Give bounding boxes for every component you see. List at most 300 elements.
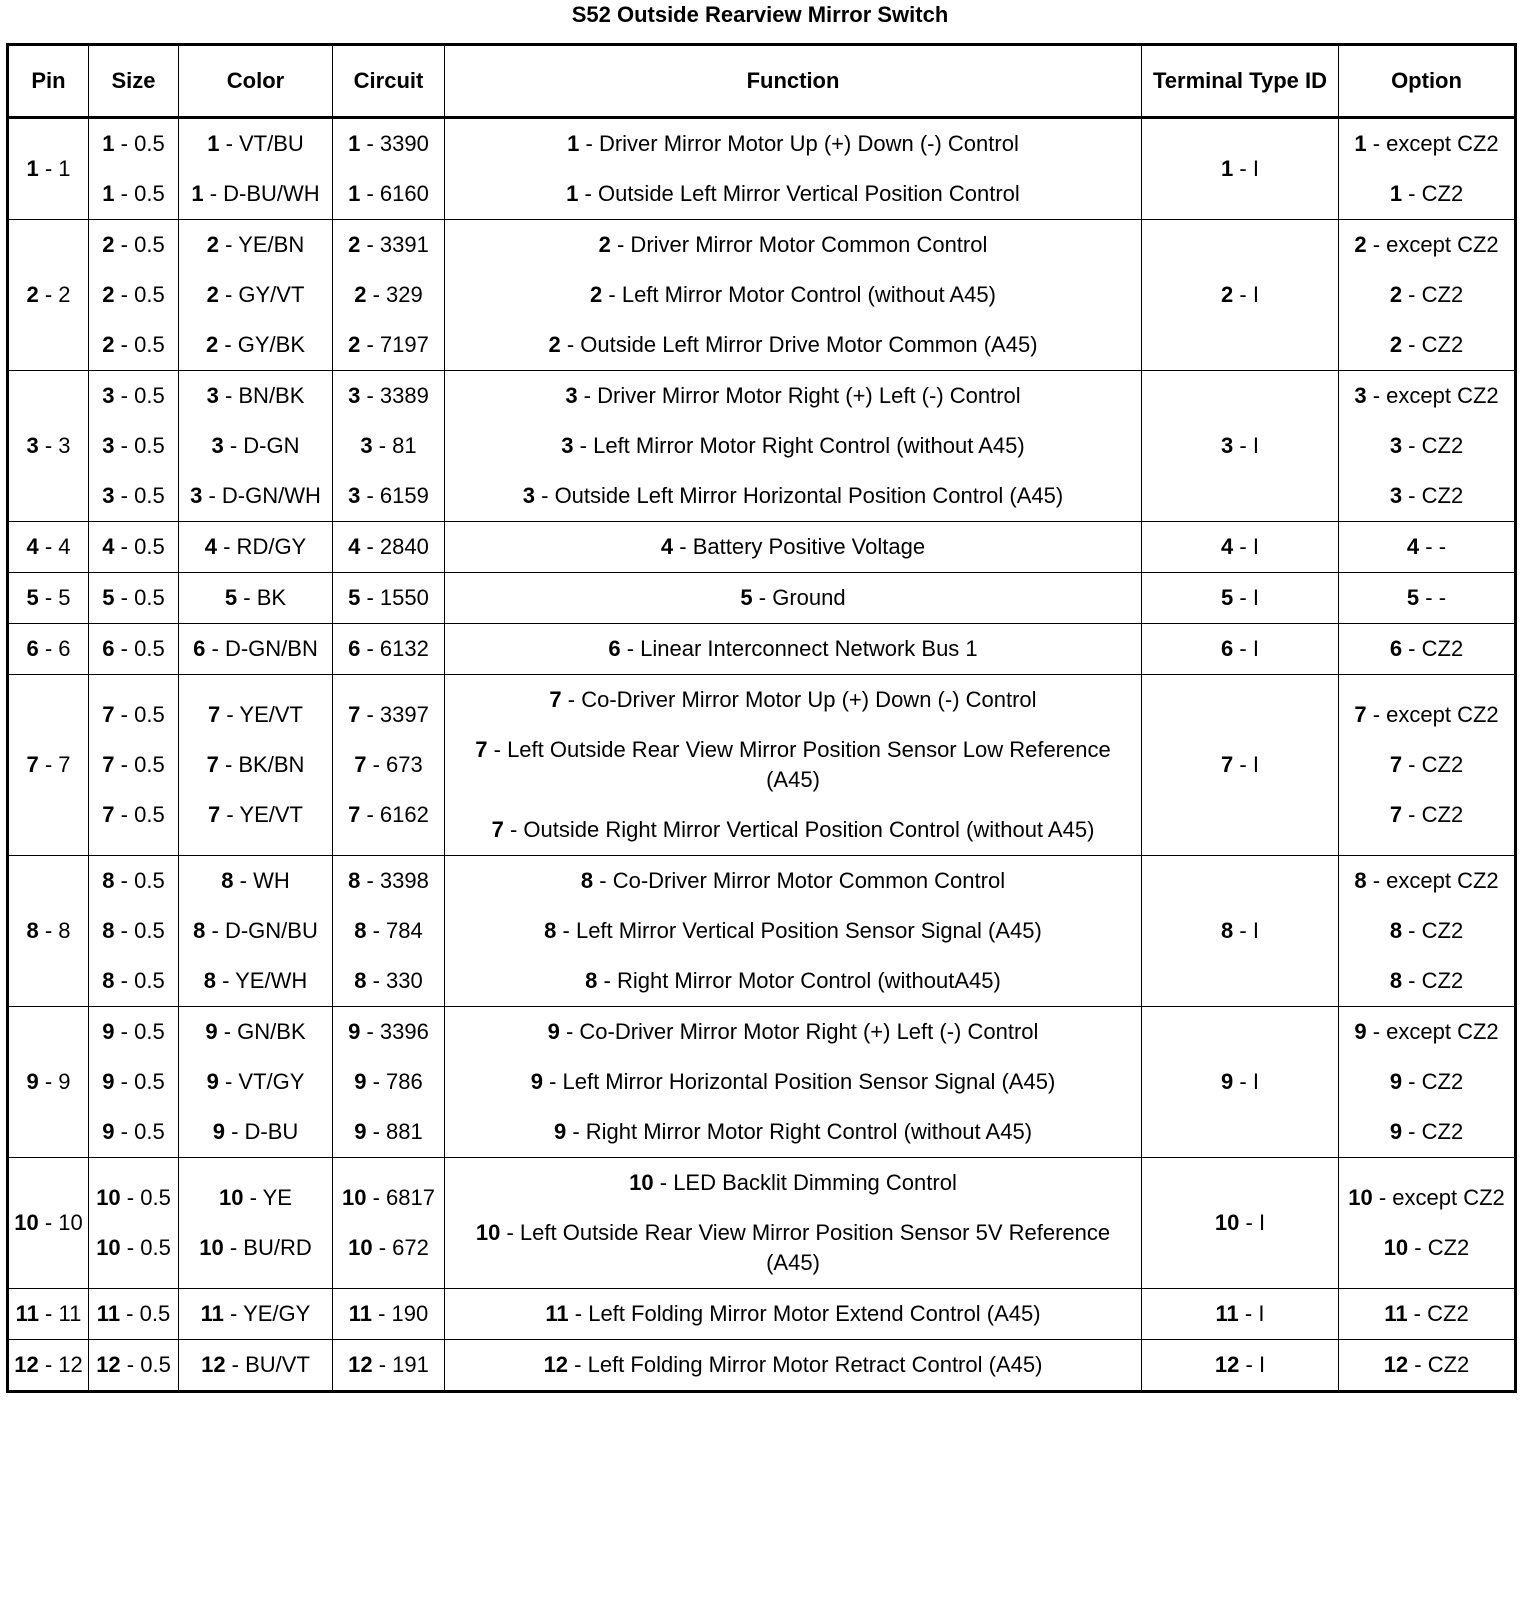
function-entry-number: 9 — [547, 1019, 560, 1044]
circuit-cell — [333, 220, 445, 371]
function-entry-value: - Battery Positive Voltage — [673, 534, 926, 559]
function-entry-number: 9 — [530, 1069, 543, 1094]
pin-entry-value: - 8 — [38, 918, 71, 943]
pin-entry-value: - 7 — [38, 752, 71, 777]
option-entry — [1342, 624, 1511, 674]
pin-cell — [8, 1340, 89, 1392]
table-row — [8, 220, 1516, 371]
table-row — [8, 624, 1516, 675]
pin-entry-number: 2 — [26, 282, 39, 307]
color-entry-number: 1 — [191, 181, 204, 206]
option-cell — [1339, 624, 1516, 675]
circuit-entry-number: 3 — [348, 483, 361, 508]
table-row — [8, 371, 1516, 522]
circuit-entry-number: 9 — [354, 1069, 367, 1094]
terminal-entry-number: 10 — [1214, 1210, 1240, 1235]
size-cell — [89, 118, 179, 220]
option-entry-value: - CZ2 — [1407, 1301, 1469, 1326]
option-entry-value: - except CZ2 — [1366, 1019, 1499, 1044]
size-entry-number: 3 — [102, 383, 115, 408]
color-entry-number: 2 — [206, 282, 219, 307]
pin-entry-number: 8 — [26, 918, 39, 943]
color-entry — [182, 1057, 329, 1107]
color-entry-value: - BK/BN — [218, 752, 305, 777]
color-entry-value: - YE/BN — [219, 232, 305, 257]
option-entry-value: - except CZ2 — [1366, 383, 1499, 408]
terminal-entry-value: - I — [1233, 585, 1259, 610]
size-entry-value: - 0.5 — [120, 1185, 171, 1210]
terminal-entry — [1145, 740, 1335, 790]
table-row — [8, 1289, 1516, 1340]
function-entry — [448, 1057, 1138, 1107]
pin-entry — [12, 144, 85, 194]
option-entry-number: 7 — [1354, 702, 1367, 727]
color-entry-number: 12 — [201, 1352, 226, 1377]
size-entry-value: - 0.5 — [120, 1352, 171, 1377]
option-entry-number: 10 — [1348, 1185, 1373, 1210]
pin-entry-value: - 10 — [38, 1210, 83, 1235]
function-entry — [448, 421, 1138, 471]
function-entry-number: 3 — [561, 433, 574, 458]
color-entry — [182, 471, 329, 521]
function-entry-number: 12 — [543, 1352, 569, 1377]
size-entry-value: - 0.5 — [114, 282, 165, 307]
size-entry — [92, 119, 175, 169]
circuit-entry-value: - 6162 — [360, 802, 429, 827]
size-entry-number: 9 — [102, 1019, 115, 1044]
function-entry-value: - Left Mirror Motor Right Control (without A45) — [573, 433, 1025, 458]
table-row — [8, 675, 1516, 856]
function-entry-value: - Co-Driver Mirror Motor Up (+) Down (-) Control — [561, 687, 1037, 712]
option-entry-value: - except CZ2 — [1372, 1185, 1505, 1210]
circuit-entry-value: - 3398 — [360, 868, 429, 893]
pin-cell — [8, 522, 89, 573]
color-entry-number: 8 — [221, 868, 234, 893]
color-entry-number: 9 — [212, 1119, 225, 1144]
option-entry — [1342, 690, 1511, 740]
pin-cell — [8, 1289, 89, 1340]
color-entry-number: 9 — [205, 1019, 218, 1044]
size-cell — [89, 856, 179, 1007]
function-entry-value: - Outside Right Mirror Vertical Position Control (without A45) — [503, 817, 1095, 842]
size-entry-value: - 0.5 — [114, 868, 165, 893]
pin-entry-number: 6 — [26, 636, 39, 661]
size-entry-value: - 0.5 — [114, 483, 165, 508]
option-entry-number: 10 — [1383, 1235, 1409, 1260]
size-entry-number: 3 — [102, 483, 115, 508]
option-entry-value: - CZ2 — [1408, 1352, 1470, 1377]
circuit-cell — [333, 522, 445, 573]
function-entry-value: - Right Mirror Motor Right Control (without A45) — [566, 1119, 1033, 1144]
size-entry-number: 11 — [96, 1301, 121, 1326]
circuit-entry — [336, 522, 441, 572]
option-entry — [1342, 371, 1511, 421]
option-entry-number: 11 — [1384, 1301, 1408, 1326]
size-entry — [92, 1007, 175, 1057]
size-entry-number: 5 — [102, 585, 115, 610]
option-entry-number: 2 — [1389, 282, 1403, 307]
color-entry — [182, 320, 329, 370]
color-entry-number: 11 — [200, 1301, 224, 1326]
circuit-entry — [336, 1007, 441, 1057]
color-cell — [179, 371, 333, 522]
size-entry — [92, 169, 175, 219]
size-entry-number: 7 — [102, 752, 115, 777]
circuit-entry — [336, 169, 441, 219]
size-entry — [92, 1289, 175, 1339]
size-entry — [92, 471, 175, 521]
size-entry-number: 1 — [102, 131, 115, 156]
circuit-entry-value: - 329 — [366, 282, 423, 307]
size-entry — [92, 1340, 175, 1390]
function-entry-number: 8 — [580, 868, 594, 893]
circuit-entry-number: 11 — [348, 1301, 372, 1326]
circuit-entry-value: - 190 — [372, 1301, 429, 1326]
circuit-entry — [336, 1107, 441, 1157]
option-entry — [1342, 740, 1511, 790]
option-cell — [1339, 220, 1516, 371]
color-entry-value: - YE/WH — [215, 968, 308, 993]
terminal-cell — [1142, 118, 1339, 220]
terminal-cell — [1142, 1007, 1339, 1158]
function-entry-value: - Driver Mirror Motor Right (+) Left (-) Control — [577, 383, 1021, 408]
option-cell — [1339, 573, 1516, 624]
option-entry-number: 8 — [1389, 918, 1403, 943]
size-cell — [89, 371, 179, 522]
option-entry-value: - except CZ2 — [1366, 131, 1499, 156]
color-entry-value: - YE/VT — [220, 802, 303, 827]
circuit-entry-value: - 881 — [366, 1119, 423, 1144]
pin-entry-number: 1 — [26, 156, 39, 181]
size-cell — [89, 573, 179, 624]
terminal-entry — [1145, 421, 1335, 471]
circuit-entry-value: - 784 — [366, 918, 423, 943]
terminal-entry-number: 7 — [1221, 752, 1234, 777]
color-entry-number: 3 — [211, 433, 224, 458]
option-entry — [1342, 169, 1511, 219]
size-entry-value: - 0.5 — [114, 383, 165, 408]
circuit-entry — [336, 740, 441, 790]
terminal-entry-value: - I — [1233, 534, 1259, 559]
size-entry — [92, 956, 175, 1006]
terminal-cell — [1142, 371, 1339, 522]
pin-entry — [12, 1289, 85, 1339]
size-cell — [89, 522, 179, 573]
pin-entry-number: 10 — [14, 1210, 39, 1235]
function-entry — [448, 675, 1138, 725]
terminal-entry — [1145, 522, 1335, 572]
circuit-cell — [333, 1158, 445, 1289]
option-entry-value: - - — [1419, 534, 1447, 559]
function-entry-value: - Outside Left Mirror Vertical Position Control — [578, 181, 1020, 206]
function-entry — [448, 956, 1138, 1006]
circuit-entry — [336, 690, 441, 740]
option-entry-number: 2 — [1354, 232, 1367, 257]
color-entry-number: 7 — [208, 802, 221, 827]
function-cell — [445, 1340, 1142, 1392]
size-entry — [92, 1223, 175, 1273]
circuit-cell — [333, 624, 445, 675]
color-entry — [182, 169, 329, 219]
size-entry — [92, 220, 175, 270]
size-entry — [92, 906, 175, 956]
pin-entry — [12, 1340, 85, 1390]
circuit-entry — [336, 573, 441, 623]
size-entry-number: 12 — [96, 1352, 121, 1377]
function-entry-number: 3 — [565, 383, 578, 408]
color-cell — [179, 624, 333, 675]
table-row — [8, 856, 1516, 1007]
function-entry — [448, 471, 1138, 521]
header-pin: Pin — [8, 45, 89, 118]
circuit-entry-number: 9 — [354, 1119, 367, 1144]
size-entry-value: - 0.5 — [114, 181, 165, 206]
circuit-entry-number: 10 — [342, 1185, 367, 1210]
color-entry-value: - GN/BK — [217, 1019, 306, 1044]
circuit-entry — [336, 119, 441, 169]
size-entry — [92, 421, 175, 471]
terminal-cell — [1142, 1289, 1339, 1340]
circuit-entry — [336, 270, 441, 320]
function-entry-value: - Linear Interconnect Network Bus 1 — [620, 636, 978, 661]
color-entry — [182, 906, 329, 956]
header-option: Option — [1339, 45, 1516, 118]
size-entry-number: 2 — [102, 232, 115, 257]
function-entry — [448, 371, 1138, 421]
size-entry — [92, 522, 175, 572]
option-cell — [1339, 118, 1516, 220]
size-entry-number: 7 — [102, 702, 115, 727]
function-cell — [445, 624, 1142, 675]
table-row — [8, 1007, 1516, 1158]
table-row — [8, 118, 1516, 220]
function-entry-value: - Co-Driver Mirror Motor Right (+) Left (-) Control — [559, 1019, 1039, 1044]
function-entry — [448, 522, 1138, 572]
color-entry-value: - D-GN/BU — [205, 918, 318, 943]
terminal-cell — [1142, 220, 1339, 371]
terminal-cell — [1142, 573, 1339, 624]
terminal-entry — [1145, 1057, 1335, 1107]
function-cell — [445, 1007, 1142, 1158]
pin-cell — [8, 573, 89, 624]
circuit-entry-value: - 6159 — [360, 483, 429, 508]
function-entry-value: - Left Outside Rear View Mirror Position Sensor Low Reference (A45) — [487, 737, 1111, 792]
option-entry — [1342, 270, 1511, 320]
pin-entry-value: - 12 — [38, 1352, 83, 1377]
pin-entry — [12, 573, 85, 623]
circuit-entry-value: - 330 — [366, 968, 423, 993]
color-cell — [179, 1340, 333, 1392]
circuit-entry-number: 2 — [354, 282, 367, 307]
option-entry — [1342, 1107, 1511, 1157]
function-entry-number: 8 — [585, 968, 598, 993]
circuit-entry-number: 7 — [348, 702, 361, 727]
terminal-entry-value: - I — [1238, 1301, 1265, 1326]
color-entry-value: - D-BU/WH — [203, 181, 320, 206]
pin-entry — [12, 906, 85, 956]
size-entry-number: 9 — [102, 1069, 115, 1094]
color-cell — [179, 1007, 333, 1158]
color-entry — [182, 220, 329, 270]
circuit-entry-value: - 3390 — [360, 131, 429, 156]
function-cell — [445, 371, 1142, 522]
table-row — [8, 522, 1516, 573]
color-entry-value: - YE/VT — [220, 702, 303, 727]
function-cell — [445, 675, 1142, 856]
option-entry-number: 3 — [1389, 483, 1403, 508]
option-entry-value: - CZ2 — [1402, 802, 1464, 827]
terminal-entry-value: - I — [1233, 1069, 1259, 1094]
color-cell — [179, 856, 333, 1007]
terminal-entry-number: 3 — [1221, 433, 1234, 458]
terminal-entry-number: 11 — [1215, 1301, 1239, 1326]
option-entry-number: 9 — [1354, 1019, 1367, 1044]
option-entry — [1342, 1289, 1511, 1339]
color-entry — [182, 740, 329, 790]
terminal-entry-value: - I — [1239, 1210, 1266, 1235]
circuit-entry-number: 1 — [348, 131, 361, 156]
function-entry — [448, 1340, 1138, 1390]
circuit-entry — [336, 220, 441, 270]
function-cell — [445, 220, 1142, 371]
function-entry — [448, 1107, 1138, 1157]
function-entry-value: - Outside Left Mirror Drive Motor Common (A45) — [560, 332, 1038, 357]
option-entry-value: - CZ2 — [1402, 918, 1464, 943]
size-entry-number: 7 — [102, 802, 115, 827]
terminal-entry — [1145, 144, 1335, 194]
option-entry-number: 1 — [1354, 131, 1367, 156]
size-entry-value: - 0.5 — [114, 702, 165, 727]
function-entry — [448, 119, 1138, 169]
size-entry — [92, 790, 175, 840]
size-entry — [92, 740, 175, 790]
color-cell — [179, 522, 333, 573]
function-entry-number: 10 — [629, 1170, 654, 1195]
color-entry — [182, 119, 329, 169]
option-cell — [1339, 522, 1516, 573]
circuit-entry-number: 10 — [348, 1235, 373, 1260]
function-entry-value: - Left Outside Rear View Mirror Position Sensor 5V Reference (A45) — [500, 1220, 1111, 1275]
circuit-entry-value: - 191 — [372, 1352, 429, 1377]
color-entry — [182, 1223, 329, 1273]
function-entry-number: 3 — [522, 483, 536, 508]
pin-entry-number: 12 — [14, 1352, 39, 1377]
circuit-entry — [336, 371, 441, 421]
color-entry-value: - VT/BU — [219, 131, 304, 156]
pin-entry — [12, 740, 85, 790]
terminal-cell — [1142, 624, 1339, 675]
circuit-cell — [333, 371, 445, 522]
function-entry-number: 9 — [553, 1119, 567, 1144]
option-entry-value: - CZ2 — [1402, 483, 1464, 508]
size-entry-number: 6 — [102, 636, 115, 661]
function-entry-number: 8 — [544, 918, 557, 943]
size-entry-value: - 0.5 — [114, 968, 165, 993]
circuit-entry-number: 8 — [354, 968, 367, 993]
function-entry-value: - Left Mirror Motor Control (without A45) — [602, 282, 996, 307]
pin-entry-number: 7 — [26, 752, 39, 777]
function-entry — [448, 1208, 1138, 1288]
pin-entry-value: - 9 — [38, 1069, 71, 1094]
circuit-entry-number: 7 — [354, 752, 367, 777]
color-entry-value: - D-BU — [224, 1119, 299, 1144]
size-entry — [92, 690, 175, 740]
size-entry — [92, 624, 175, 674]
color-entry-value: - GY/VT — [218, 282, 305, 307]
color-entry — [182, 856, 329, 906]
color-entry-value: - D-GN/WH — [202, 483, 321, 508]
function-entry-number: 10 — [475, 1220, 501, 1245]
color-entry — [182, 1173, 329, 1223]
circuit-cell — [333, 1289, 445, 1340]
size-entry-value: - 0.5 — [114, 802, 165, 827]
color-entry-value: - BU/VT — [225, 1352, 310, 1377]
option-entry-value: - except CZ2 — [1366, 868, 1499, 893]
header-terminal-type-id: Terminal Type ID — [1142, 45, 1339, 118]
circuit-entry-number: 4 — [348, 534, 361, 559]
option-entry-value: - CZ2 — [1402, 1119, 1464, 1144]
size-entry — [92, 573, 175, 623]
option-entry-value: - CZ2 — [1402, 968, 1464, 993]
function-entry — [448, 906, 1138, 956]
function-entry-number: 1 — [566, 181, 579, 206]
circuit-entry-number: 7 — [348, 802, 361, 827]
size-cell — [89, 220, 179, 371]
color-entry — [182, 421, 329, 471]
color-entry-number: 3 — [206, 383, 219, 408]
option-entry — [1342, 573, 1511, 623]
option-entry — [1342, 1173, 1511, 1223]
terminal-entry — [1145, 624, 1335, 674]
option-cell — [1339, 371, 1516, 522]
function-entry — [448, 624, 1138, 674]
pin-cell — [8, 371, 89, 522]
circuit-entry-number: 2 — [348, 332, 361, 357]
circuit-entry-number: 8 — [348, 868, 361, 893]
function-entry — [448, 1289, 1138, 1339]
option-entry — [1342, 320, 1511, 370]
option-entry — [1342, 421, 1511, 471]
terminal-entry — [1145, 1340, 1335, 1390]
circuit-entry-value: - 6132 — [360, 636, 429, 661]
color-entry-value: - RD/GY — [217, 534, 307, 559]
function-entry — [448, 220, 1138, 270]
color-entry-value: - D-GN — [223, 433, 300, 458]
header-row — [8, 45, 1516, 118]
terminal-entry — [1145, 1198, 1335, 1248]
size-entry-value: - 0.5 — [114, 918, 165, 943]
circuit-entry-value: - 2840 — [360, 534, 429, 559]
function-entry-number: 7 — [475, 737, 488, 762]
size-entry-number: 2 — [102, 332, 115, 357]
color-entry — [182, 1340, 329, 1390]
pin-entry-value: - 1 — [38, 156, 71, 181]
color-entry-number: 1 — [207, 131, 220, 156]
circuit-entry-number: 3 — [348, 383, 361, 408]
color-cell — [179, 573, 333, 624]
color-entry-number: 10 — [199, 1235, 224, 1260]
pin-entry-number: 11 — [15, 1301, 39, 1326]
option-entry-number: 7 — [1389, 752, 1403, 777]
option-cell — [1339, 856, 1516, 1007]
size-entry-value: - 0.5 — [114, 433, 165, 458]
color-entry-value: - BK — [237, 585, 287, 610]
terminal-entry-number: 8 — [1221, 918, 1234, 943]
function-entry-value: - Driver Mirror Motor Up (+) Down (-) Control — [579, 131, 1019, 156]
terminal-cell — [1142, 675, 1339, 856]
pin-cell — [8, 624, 89, 675]
option-entry — [1342, 856, 1511, 906]
